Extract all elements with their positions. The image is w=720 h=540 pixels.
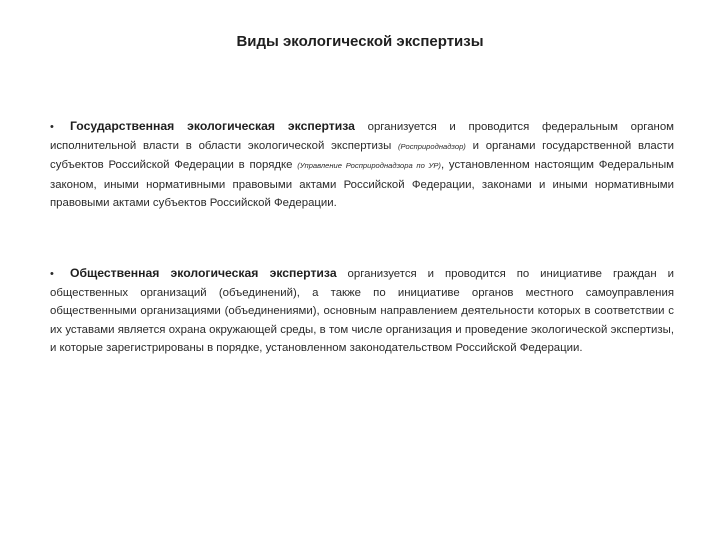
note-rosprirodnadzor: (Росприроднадзор) [398, 141, 466, 151]
paragraph-text: , установленном настоящим Федеральным законом, иными нормативными правовыми актами Российской Федерации, законами и иными нормативными правовыми актами субъектов Российской Федерации. [50, 159, 674, 210]
paragraph-text: организуется и проводится федеральным органом исполнительной власти в области экологической экспертизы [50, 121, 674, 152]
paragraph-text: организуется и проводится по инициативе граждан и общественных организаций (объединений), а также по инициативе органов местного самоуправления общественными организациями (объединениями), основным направлением деятельности которых в соответствии с их уставами является охрана окружающей среды, в том числе организация и проведение экологической экспертизы, и которые зарегистрированы в порядке, установленном законодательством Российской Федерации. [50, 268, 674, 355]
paragraph-state-expertise [50, 117, 674, 213]
slide-title: Виды экологической экспертизы [236, 33, 484, 50]
term-state-expertise: Государственная экологическая экспертиза [70, 119, 355, 133]
note-regional-office: (Управление Росприроднадзора по УР) [297, 161, 441, 171]
bullet-icon: • [50, 121, 54, 133]
term-public-expertise: Общественная экологическая экспертиза [70, 266, 337, 280]
bullet-icon: • [50, 268, 54, 280]
paragraph-public-expertise [50, 264, 674, 358]
paragraph-text: и органами государственной власти субъектов Российской Федерации в порядке [50, 139, 674, 172]
